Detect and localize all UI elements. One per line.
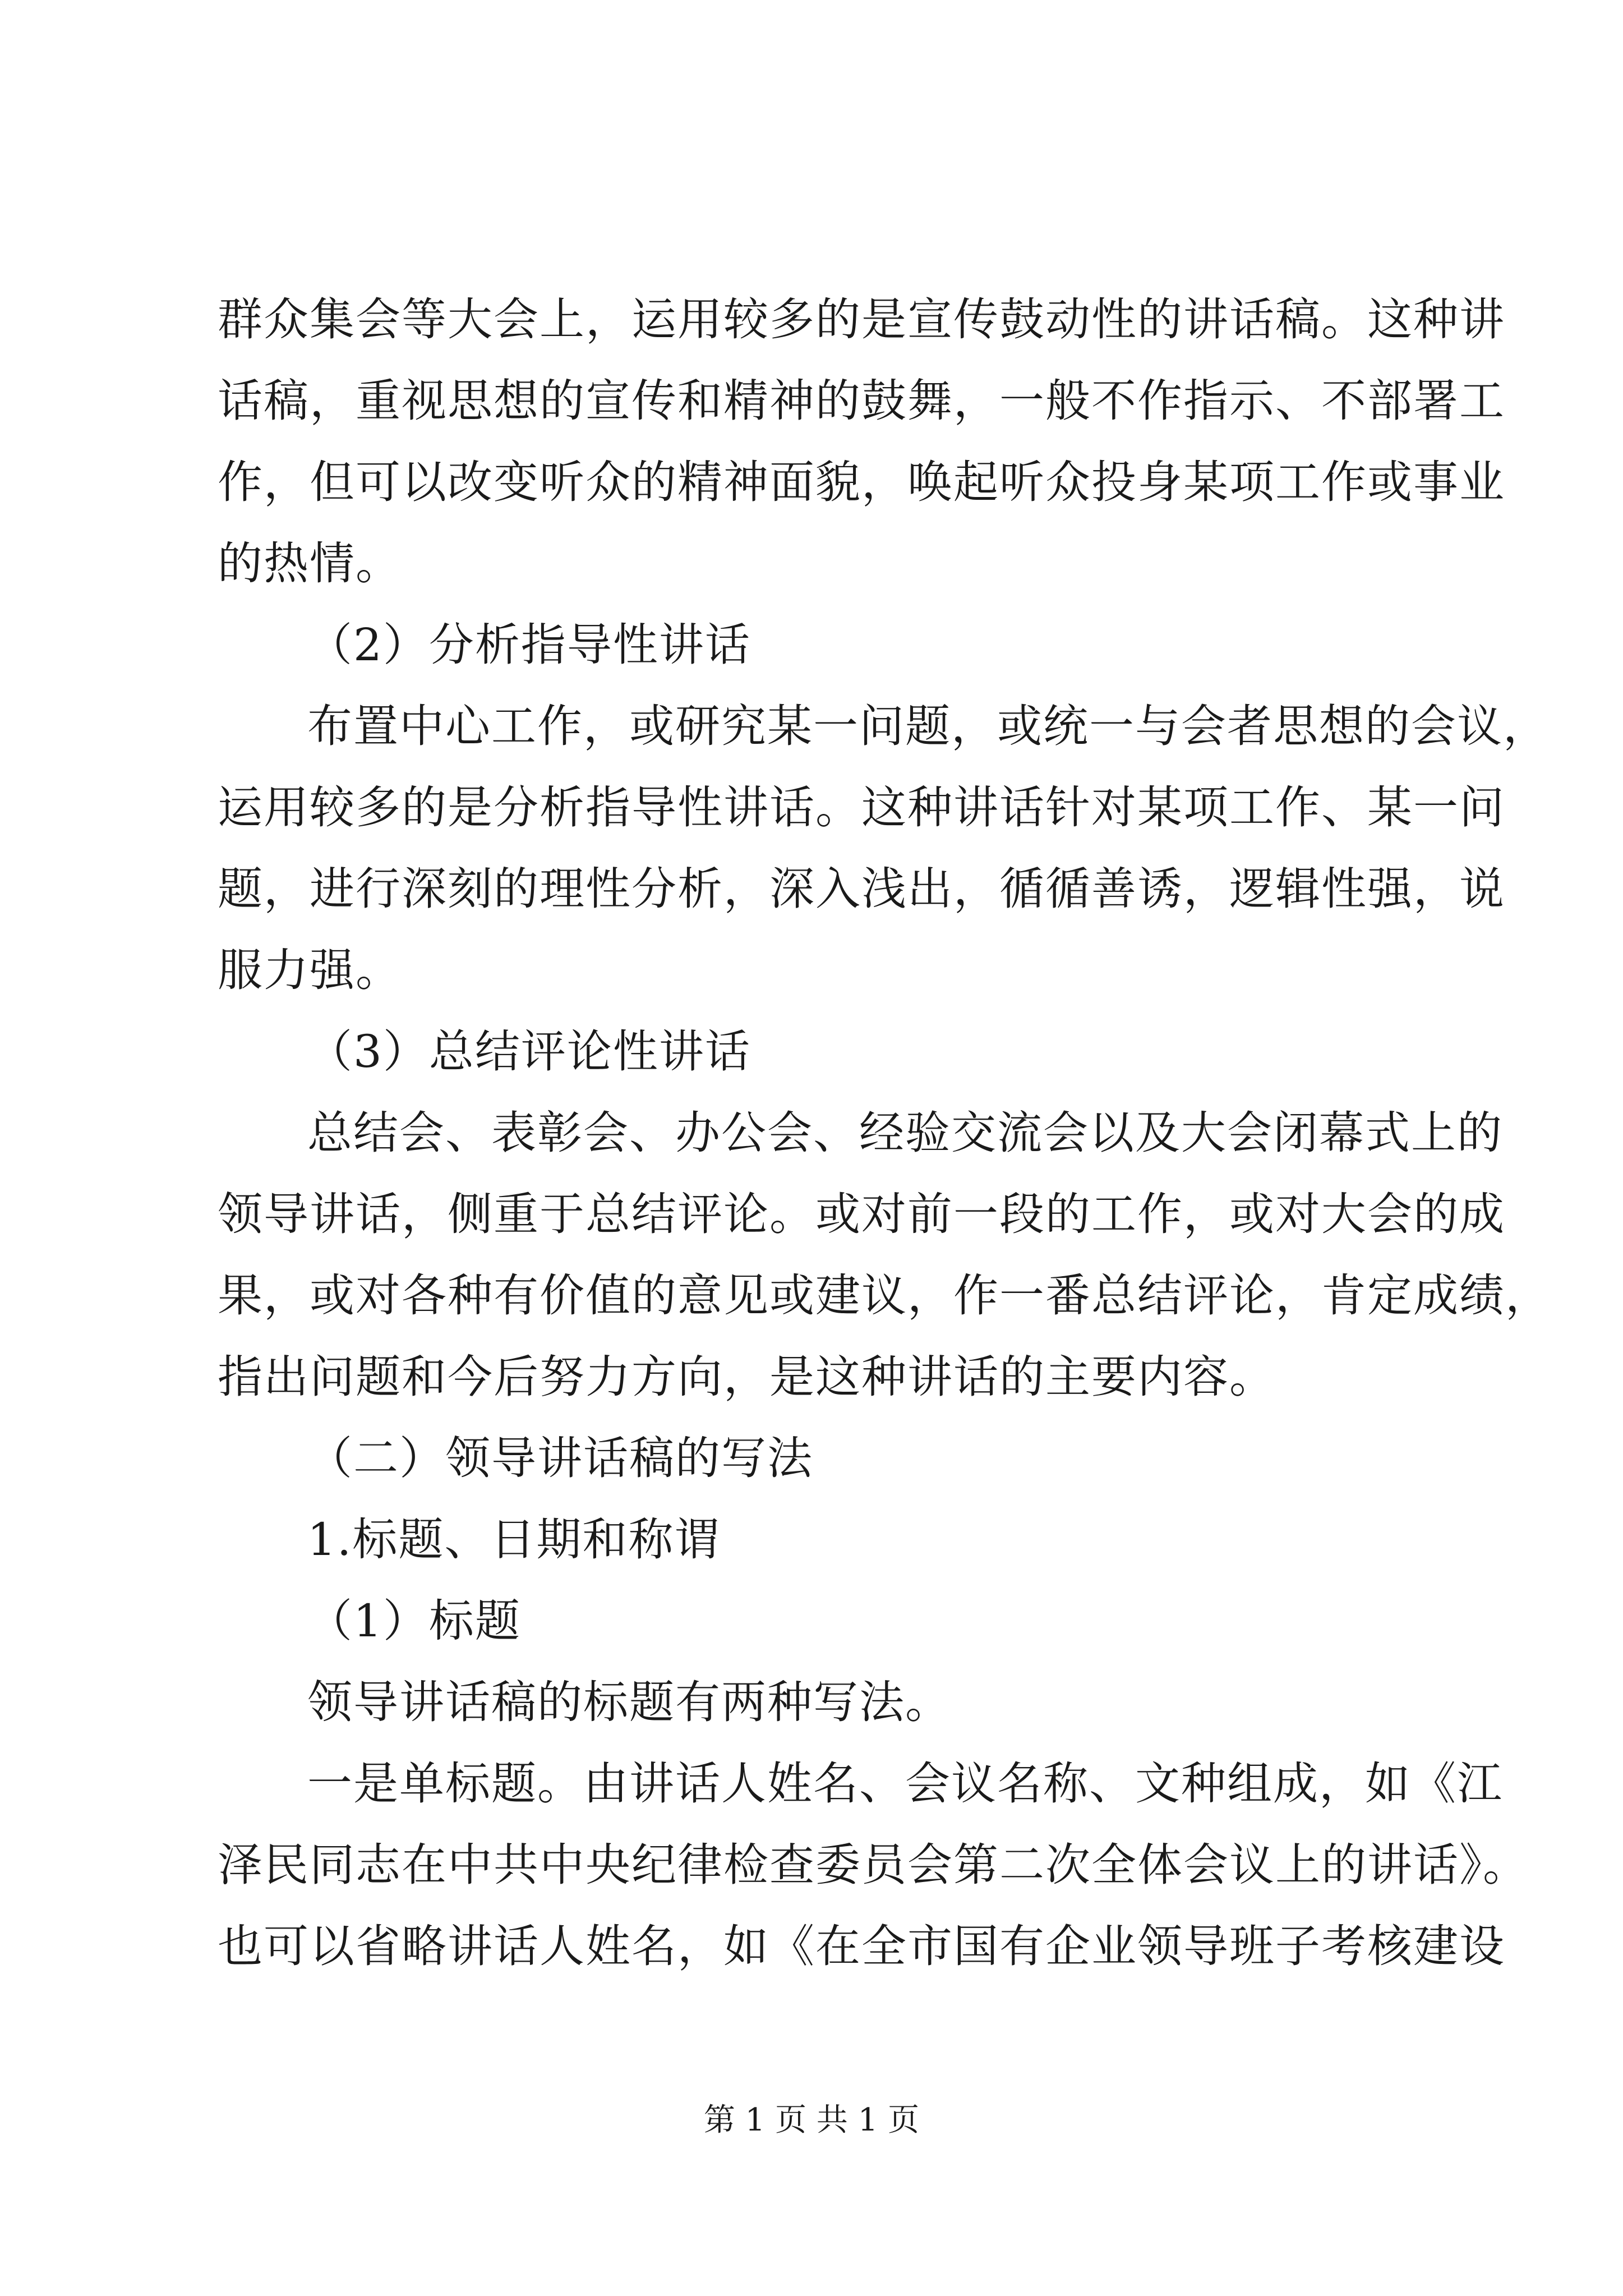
text-line: 服力强。 — [218, 944, 402, 996]
text-line: 题，进行深刻的理性分析，深入浅出，循循善诱，逻辑性强，说 — [218, 863, 1505, 915]
text-line: 的热情。 — [218, 537, 402, 590]
text-line: 指出问题和今后努力方向，是这种讲话的主要内容。 — [218, 1351, 1275, 1403]
text-line: 话稿，重视思想的宣传和精神的鼓舞，一般不作指示、不部署工 — [218, 375, 1505, 427]
text-line: 也可以省略讲话人姓名，如《在全市国有企业领导班子考核建设 — [218, 1920, 1505, 1972]
text-line: 作，但可以改变听众的精神面貌，唤起听众投身某项工作或事业 — [218, 456, 1505, 508]
text-line: 果，或对各种有价值的意见或建议，作一番总结评论，肯定成绩， — [218, 1269, 1551, 1322]
text-line: 领导讲话稿的标题有两种写法。 — [307, 1676, 951, 1728]
section-heading: （2）分析指导性讲话 — [307, 619, 751, 671]
section-heading: （1）标题 — [307, 1595, 521, 1647]
text-line: 运用较多的是分析指导性讲话。这种讲话针对某项工作、某一问 — [218, 781, 1505, 834]
text-line: 泽民同志在中共中央纪律检查委员会第二次全体会议上的讲话》。 — [218, 1839, 1529, 1891]
section-heading: （3）总结评论性讲话 — [307, 1025, 751, 1078]
text-line: 群众集会等大会上，运用较多的是宣传鼓动性的讲话稿。这种讲 — [218, 293, 1505, 346]
section-heading: 1.标题、日期和称谓 — [307, 1513, 721, 1566]
page-number-footer: 第 1 页 共 1 页 — [703, 2102, 920, 2138]
text-line: 一是单标题。由讲话人姓名、会议名称、文种组成，如《江 — [307, 1757, 1503, 1810]
text-line: 领导讲话，侧重于总结评论。或对前一段的工作，或对大会的成 — [218, 1188, 1505, 1240]
section-heading: （二）领导讲话稿的写法 — [307, 1432, 813, 1484]
text-line: 布置中心工作，或研究某一问题，或统一与会者思想的会议， — [307, 700, 1549, 752]
text-line: 总结会、表彰会、办公会、经验交流会以及大会闭幕式上的 — [307, 1107, 1503, 1159]
